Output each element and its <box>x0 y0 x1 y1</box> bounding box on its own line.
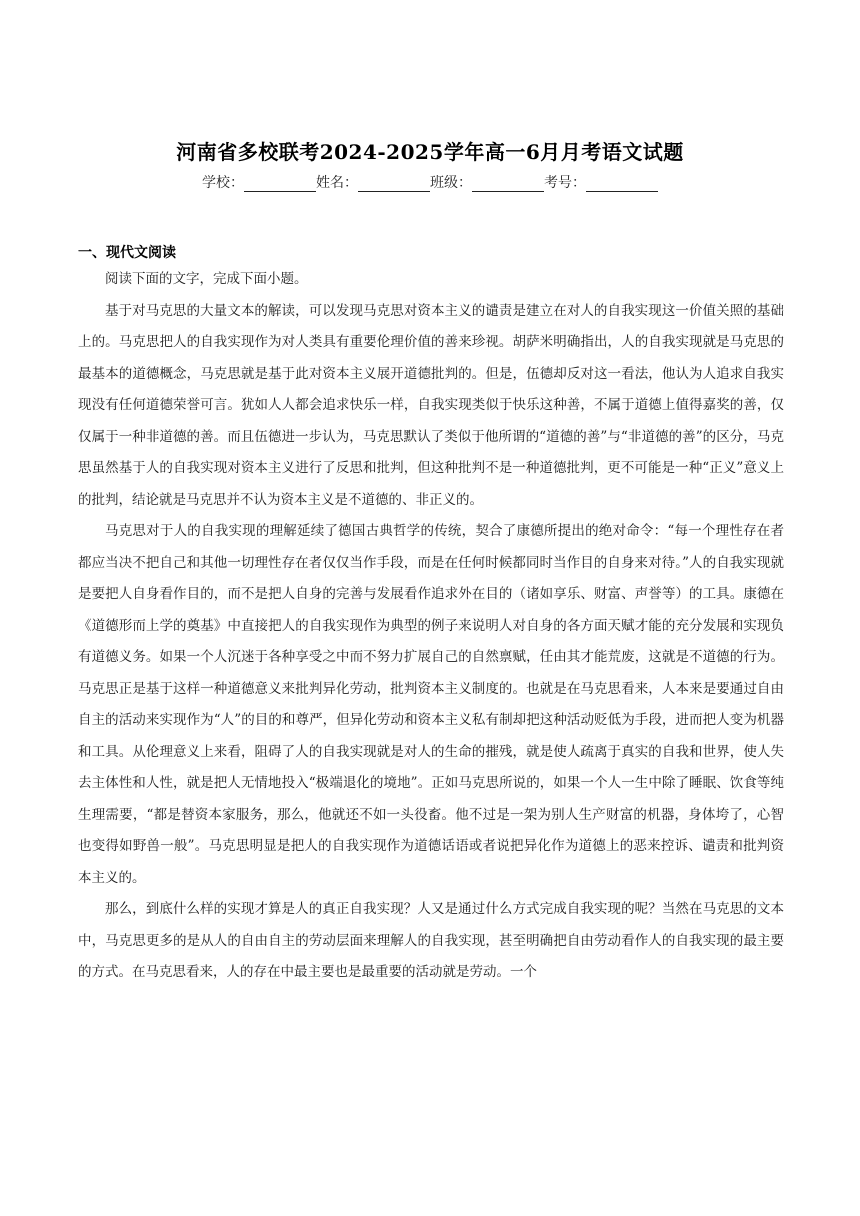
exam-number-label: 考号： <box>544 175 586 191</box>
student-info-line <box>0 172 860 192</box>
name-label: 姓名： <box>316 175 358 191</box>
reading-passage <box>78 264 784 989</box>
name-blank[interactable] <box>358 176 430 192</box>
school-label: 学校： <box>202 175 244 191</box>
class-field <box>430 172 544 192</box>
class-label: 班级： <box>430 175 472 191</box>
passage-paragraph-3: 那么，到底什么样的实现才算是人的真正自我实现？人又是通过什么方式完成自我实现的呢？当然在马克思的文本中，马克思更多的是从人的自由自主的劳动层面来理解人的自我实现，甚至明确把自由劳动看作人的自我实现的最主要的方式。在马克思看来，人的存在中最主要也是最重要的活动就是劳动。一个 <box>78 901 784 980</box>
section-heading: 一、现代文阅读 <box>78 245 176 261</box>
school-blank[interactable] <box>244 176 316 192</box>
class-blank[interactable] <box>472 176 544 192</box>
school-field <box>202 172 316 192</box>
exam-number-blank[interactable] <box>586 176 658 192</box>
instruction-text: 阅读下面的文字，完成下面小题。 <box>105 271 308 287</box>
name-field <box>316 172 430 192</box>
passage-paragraph-1: 基于对马克思的大量文本的解读，可以发现马克思对资本主义的谴责是建立在对人的自我实现这一价值关照的基础上的。马克思把人的自我实现作为对人类具有重要伦理价值的善来珍视。胡萨米明确指出，人的自我实现就是马克思的最基本的道德概念，马克思就是基于此对资本主义展开道德批判的。但是，伍德却反对这一看法，他认为人追求自我实现没有任何道德荣誉可言。犹如人人都会追求快乐一样，自我实现类似于快乐这种善，不属于道德上值得嘉奖的善，仅仅属于一种非道德的善。而且伍德进一步认为，马克思默认了类似于他所谓的“道德的善”与“非道德的善”的区分，马克思虽然基于人的自我实现对资本主义进行了反思和批判，但这种批判不是一种道德批判，更不可能是一种“正义”意义上的批判，结论就是马克思并不认为资本主义是不道德的、非正义的。 <box>78 302 784 508</box>
exam-number-field <box>544 172 658 192</box>
passage-paragraph-2: 马克思对于人的自我实现的理解延续了德国古典哲学的传统，契合了康德所提出的绝对命令：“每一个理性存在者都应当决不把自己和其他一切理性存在者仅仅当作手段，而是在任何时候都同时当作目的自身来对待。”人的自我实现就是要把人自身看作目的，而不是把人自身的完善与发展看作追求外在目的（诸如享乐、财富、声誉等）的工具。康德在《道德形而上学的奠基》中直接把人的自我实现作为典型的例子来说明人对自身的各方面天赋才能的充分发展和实现负有道德义务。如果一个人沉迷于各种享受之中而不努力扩展自己的自然禀赋，任由其才能荒废，这就是不道德的行为。马克思正是基于这样一种道德意义来批判异化劳动，批判资本主义制度的。也就是在马克思看来，人本来是要通过自由自主的活动来实现作为“人”的目的和尊严，但异化劳动和资本主义私有制却把这种活动贬低为手段，进而把人变为机器和工具。从伦理意义上来看，阻碍了人的自我实现就是对人的生命的摧残，就是使人疏离于真实的自我和世界，使人失去主体性和人性，就是把人无情地投入“极端退化的境地”。正如马克思所说的，如果一个人一生中除了睡眠、饮食等纯生理需要，“都是替资本家服务，那么，他就还不如一头役畜。他不过是一架为别人生产财富的机器，身体垮了，心智也变得如野兽一般”。马克思明显是把人的自我实现作为道德话语或者说把异化作为道德上的恶来控诉、谴责和批判资本主义的。 <box>78 523 784 886</box>
document-title: 河南省多校联考2024-2025学年高一6月月考语文试题 <box>176 140 684 164</box>
